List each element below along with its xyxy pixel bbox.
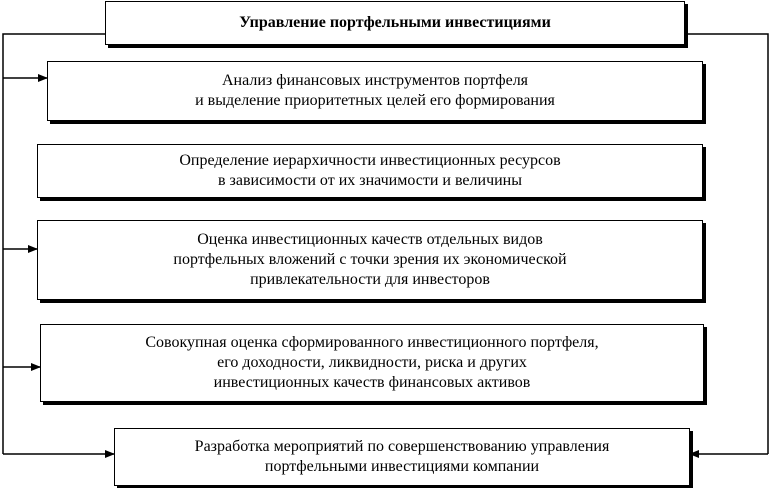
step-box-2 — [37, 144, 703, 198]
step-3-line-1: Оценка инвестиционных качеств отдельных видов — [197, 231, 543, 248]
step-4-line-2: его доходности, ликвидности, риска и других — [217, 354, 527, 371]
final-step-box — [114, 428, 690, 486]
step-box-1 — [47, 61, 703, 121]
step-box-3 — [37, 220, 703, 300]
title-box — [105, 1, 685, 45]
final-step-line-2: портфельными инвестициями компании — [264, 458, 540, 475]
step-1-line-1: Анализ финансовых инструментов портфеля — [221, 72, 529, 89]
step-box-4 — [40, 324, 704, 402]
step-2-line-1: Определение иерархичности инвестиционных ресурсов — [179, 152, 561, 169]
step-1-line-2: и выделение приоритетных целей его формирования — [195, 92, 555, 109]
step-3-line-2: портфельных вложений с точки зрения их экономической — [173, 251, 567, 268]
final-step-line-1: Разработка мероприятий по совершенствованию управления — [194, 438, 610, 455]
step-2-line-2: в зависимости от их значимости и величины — [217, 172, 522, 189]
step-3-line-3: привлекательности для инвесторов — [250, 271, 490, 288]
title-line: Управление портфельными инвестициями — [239, 14, 551, 31]
step-4-line-1: Совокупная оценка сформированного инвестиционного портфеля, — [145, 334, 599, 351]
step-4-line-3: инвестиционных качеств финансовых активов — [213, 374, 531, 391]
